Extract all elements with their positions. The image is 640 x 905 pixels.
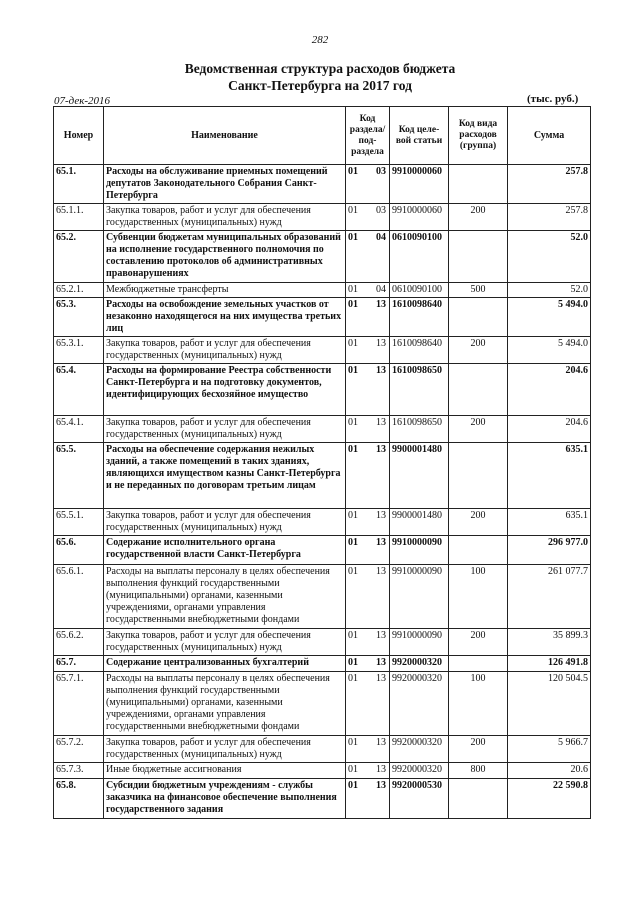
row-article: 1610098650: [390, 364, 449, 416]
row-expense-type: [449, 779, 508, 819]
table-row: [54, 536, 591, 565]
row-name: Расходы на выплаты персоналу в целях обеспечения выполнения функций государственными (муниципальными) органами, казенными учреждениями, органами управления государственными внебюджетными фондами: [104, 672, 346, 736]
row-section: 01: [346, 231, 365, 283]
row-subsection: 03: [365, 165, 390, 204]
row-article: 0610090100: [390, 283, 449, 298]
row-amount: 257.8: [508, 165, 591, 204]
row-section: 01: [346, 443, 365, 509]
row-amount: 635.1: [508, 509, 591, 536]
header-amount: Сумма: [508, 107, 591, 165]
table-row: [54, 416, 591, 443]
row-article: 9920000320: [390, 672, 449, 736]
row-section: 01: [346, 629, 365, 656]
row-article: 9910000090: [390, 629, 449, 656]
row-number: 65.4.1.: [54, 416, 104, 443]
header-number: Номер: [54, 107, 104, 165]
table-row: [54, 283, 591, 298]
row-subsection: 13: [365, 656, 390, 672]
table-row: [54, 443, 591, 509]
row-number: 65.3.1.: [54, 337, 104, 364]
row-name: Межбюджетные трансферты: [104, 283, 346, 298]
row-expense-type: [449, 656, 508, 672]
row-number: 65.7.2.: [54, 736, 104, 763]
row-subsection: 04: [365, 231, 390, 283]
table-row: [54, 629, 591, 656]
header-expense-type: Код вида расходов (группа): [449, 107, 508, 165]
row-subsection: 13: [365, 337, 390, 364]
row-article: 9920000530: [390, 779, 449, 819]
row-amount: 5 966.7: [508, 736, 591, 763]
table-row: [54, 672, 591, 736]
row-name: Расходы на освобождение земельных участков от незаконно находящегося на них имущества третьих лиц: [104, 298, 346, 337]
row-subsection: 13: [365, 763, 390, 779]
table-row: [54, 298, 591, 337]
row-section: 01: [346, 509, 365, 536]
row-number: 65.7.1.: [54, 672, 104, 736]
row-number: 65.6.1.: [54, 565, 104, 629]
row-number: 65.5.1.: [54, 509, 104, 536]
row-article: 9910000090: [390, 565, 449, 629]
row-section: 01: [346, 298, 365, 337]
row-section: 01: [346, 779, 365, 819]
row-subsection: 13: [365, 364, 390, 416]
row-article: 1610098650: [390, 416, 449, 443]
row-amount: 261 077.7: [508, 565, 591, 629]
row-amount: 52.0: [508, 283, 591, 298]
row-article: 0610090100: [390, 231, 449, 283]
row-expense-type: [449, 536, 508, 565]
units-label: (тыс. руб.): [527, 93, 579, 105]
row-expense-type: [449, 443, 508, 509]
row-article: 9910000090: [390, 536, 449, 565]
row-amount: 204.6: [508, 364, 591, 416]
row-subsection: 03: [365, 204, 390, 231]
row-expense-type: [449, 298, 508, 337]
row-section: 01: [346, 283, 365, 298]
table-row: [54, 509, 591, 536]
row-amount: 52.0: [508, 231, 591, 283]
row-article: 1610098640: [390, 298, 449, 337]
row-expense-type: 200: [449, 204, 508, 231]
row-amount: 126 491.8: [508, 656, 591, 672]
row-name: Содержание централизованных бухгалтерий: [104, 656, 346, 672]
row-article: 9920000320: [390, 763, 449, 779]
table-row: [54, 736, 591, 763]
document-date: 07-дек-2016: [54, 95, 111, 107]
table-body: [54, 165, 591, 819]
table-row: [54, 364, 591, 416]
header-name: Наименование: [104, 107, 346, 165]
row-subsection: 13: [365, 565, 390, 629]
row-section: 01: [346, 337, 365, 364]
row-number: 65.2.1.: [54, 283, 104, 298]
row-number: 65.7.3.: [54, 763, 104, 779]
row-article: 9910000060: [390, 165, 449, 204]
header-section: Код раздела/ под- раздела: [346, 107, 390, 165]
row-number: 65.5.: [54, 443, 104, 509]
row-section: 01: [346, 416, 365, 443]
table-row: [54, 337, 591, 364]
row-name: Закупка товаров, работ и услуг для обеспечения государственных (муниципальных) нужд: [104, 416, 346, 443]
row-article: 1610098640: [390, 337, 449, 364]
row-name: Закупка товаров, работ и услуг для обеспечения государственных (муниципальных) нужд: [104, 509, 346, 536]
row-subsection: 13: [365, 536, 390, 565]
row-number: 65.6.: [54, 536, 104, 565]
table-row: [54, 763, 591, 779]
row-article: 9900001480: [390, 509, 449, 536]
row-section: 01: [346, 656, 365, 672]
row-number: 65.8.: [54, 779, 104, 819]
row-subsection: 13: [365, 416, 390, 443]
row-expense-type: [449, 165, 508, 204]
row-expense-type: 200: [449, 629, 508, 656]
row-expense-type: [449, 364, 508, 416]
row-number: 65.1.: [54, 165, 104, 204]
row-name: Содержание исполнительного органа государственной власти Санкт-Петербурга: [104, 536, 346, 565]
row-subsection: 13: [365, 736, 390, 763]
title-line-1: Ведомственная структура расходов бюджета: [184, 61, 456, 76]
row-section: 01: [346, 536, 365, 565]
row-number: 65.2.: [54, 231, 104, 283]
row-subsection: 13: [365, 298, 390, 337]
row-expense-type: 200: [449, 416, 508, 443]
title-line-2: Санкт-Петербурга на 2017 год: [228, 78, 412, 93]
table-row: [54, 204, 591, 231]
row-expense-type: 800: [449, 763, 508, 779]
row-amount: 204.6: [508, 416, 591, 443]
row-expense-type: 100: [449, 565, 508, 629]
row-amount: 20.6: [508, 763, 591, 779]
row-expense-type: 200: [449, 337, 508, 364]
header-article: Код целе- вой статьи: [390, 107, 449, 165]
budget-table: [53, 106, 591, 819]
row-section: 01: [346, 672, 365, 736]
row-name: Закупка товаров, работ и услуг для обеспечения государственных (муниципальных) нужд: [104, 629, 346, 656]
row-subsection: 04: [365, 283, 390, 298]
row-expense-type: 500: [449, 283, 508, 298]
row-subsection: 13: [365, 779, 390, 819]
table-row: [54, 656, 591, 672]
row-amount: 5 494.0: [508, 298, 591, 337]
row-name: Расходы на обслуживание приемных помещений депутатов Законодательного Собрания Санкт-Петербурга: [104, 165, 346, 204]
row-number: 65.3.: [54, 298, 104, 337]
row-section: 01: [346, 204, 365, 231]
page-number: 282: [311, 34, 329, 46]
row-expense-type: 200: [449, 736, 508, 763]
document-title: [0, 60, 640, 94]
row-article: 9900001480: [390, 443, 449, 509]
row-name: Расходы на формирование Реестра собственности Санкт-Петербурга и на подготовку документов, идентифицирующих бесхозяйное имущество: [104, 364, 346, 416]
row-expense-type: [449, 231, 508, 283]
row-amount: 296 977.0: [508, 536, 591, 565]
row-section: 01: [346, 364, 365, 416]
row-name: Расходы на выплаты персоналу в целях обеспечения выполнения функций государственными (муниципальными) органами, казенными учреждениями, органами управления государственными внебюджетными фондами: [104, 565, 346, 629]
row-amount: 35 899.3: [508, 629, 591, 656]
row-name: Иные бюджетные ассигнования: [104, 763, 346, 779]
row-article: 9920000320: [390, 736, 449, 763]
row-section: 01: [346, 763, 365, 779]
table-row: [54, 779, 591, 819]
row-amount: 120 504.5: [508, 672, 591, 736]
row-amount: 635.1: [508, 443, 591, 509]
row-article: 9910000060: [390, 204, 449, 231]
row-name: Закупка товаров, работ и услуг для обеспечения государственных (муниципальных) нужд: [104, 736, 346, 763]
row-name: Субсидии бюджетным учреждениям - службы заказчика на финансовое обеспечение выполнения государственного задания: [104, 779, 346, 819]
row-number: 65.4.: [54, 364, 104, 416]
row-section: 01: [346, 165, 365, 204]
row-subsection: 13: [365, 672, 390, 736]
row-section: 01: [346, 736, 365, 763]
row-amount: 5 494.0: [508, 337, 591, 364]
row-subsection: 13: [365, 443, 390, 509]
row-expense-type: 200: [449, 509, 508, 536]
row-section: 01: [346, 565, 365, 629]
row-article: 9920000320: [390, 656, 449, 672]
row-subsection: 13: [365, 629, 390, 656]
row-amount: 22 590.8: [508, 779, 591, 819]
row-amount: 257.8: [508, 204, 591, 231]
row-expense-type: 100: [449, 672, 508, 736]
row-name: Закупка товаров, работ и услуг для обеспечения государственных (муниципальных) нужд: [104, 337, 346, 364]
row-number: 65.7.: [54, 656, 104, 672]
table-row: [54, 565, 591, 629]
table-row: [54, 165, 591, 204]
row-name: Закупка товаров, работ и услуг для обеспечения государственных (муниципальных) нужд: [104, 204, 346, 231]
row-number: 65.6.2.: [54, 629, 104, 656]
row-number: 65.1.1.: [54, 204, 104, 231]
row-name: Расходы на обеспечение содержания нежилых зданий, а также помещений в таких зданиях, являющихся имуществом казны Санкт-Петербурга и не переданных по договорам третьим лицам: [104, 443, 346, 509]
table-row: [54, 231, 591, 283]
row-subsection: 13: [365, 509, 390, 536]
row-name: Субвенции бюджетам муниципальных образований на исполнение государственного полномочия по составлению протоколов об административных правонарушениях: [104, 231, 346, 283]
